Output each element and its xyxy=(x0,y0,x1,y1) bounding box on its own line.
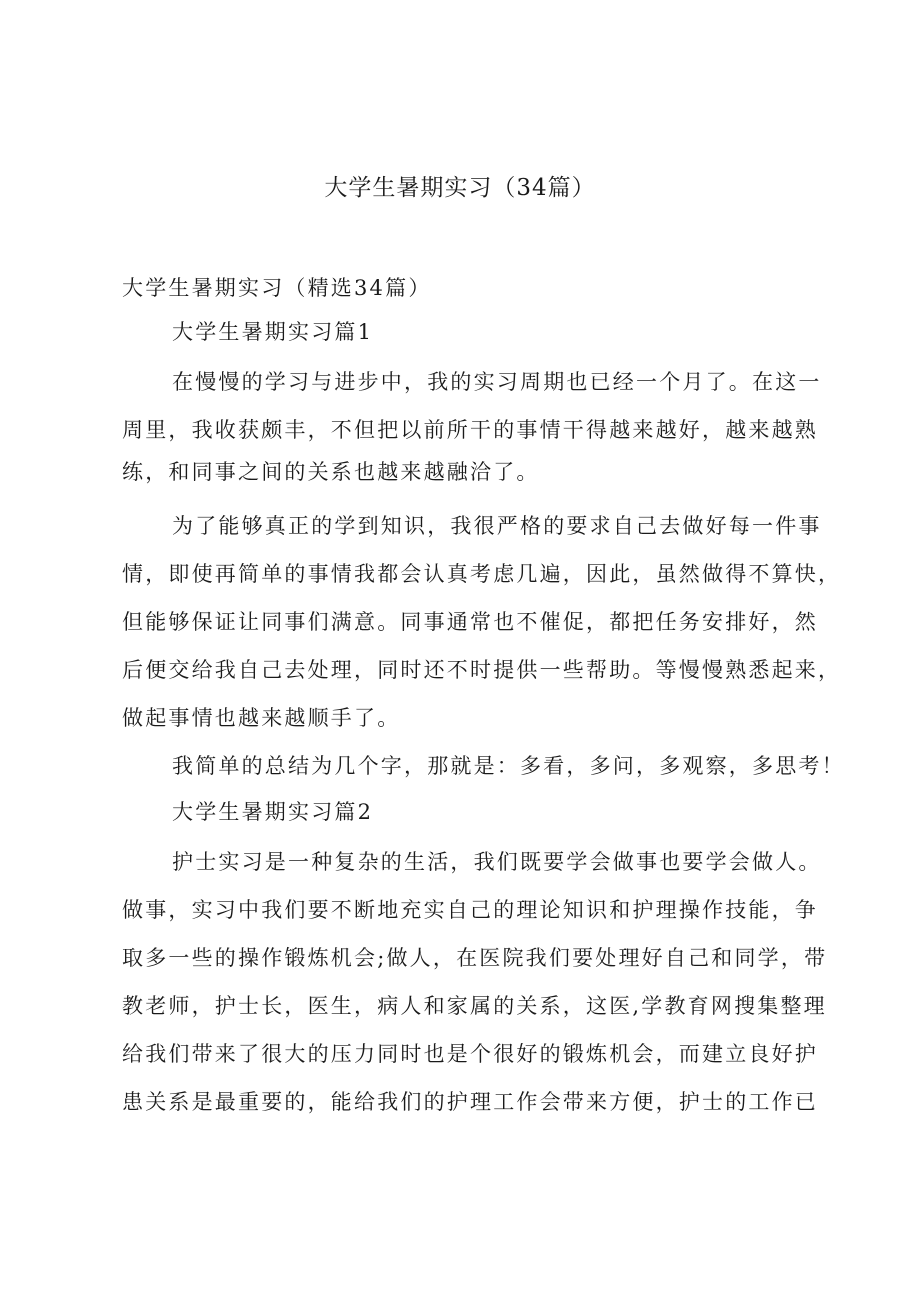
paragraph-line: 练，和同事之间的关系也越来越融洽了。 xyxy=(122,460,540,484)
paragraph-line: 我简单的总结为几个字，那就是：多看，多问，多观察，多思考！ xyxy=(172,754,845,778)
paragraph-line: 周里，我收获颇丰，不但把以前所干的事情干得越来越好，越来越熟 xyxy=(122,418,818,442)
paragraph-line: 给我们带来了很大的压力同时也是个很好的锻炼机会，而建立良好护 xyxy=(122,1042,818,1066)
paragraph-line: 做起事情也越来越顺手了。 xyxy=(122,706,401,730)
paragraph-line: 患关系是最重要的，能给我们的护理工作会带来方便，护士的工作已 xyxy=(122,1090,818,1114)
paragraph-line: 为了能够真正的学到知识，我很严格的要求自己去做好每一件事 xyxy=(172,514,822,538)
paragraph-line: 后便交给我自己去处理，同时还不时提供一些帮助。等慢慢熟悉起来， xyxy=(122,658,842,682)
document-subtitle: 大学生暑期实习（精选34篇） xyxy=(122,276,432,300)
paragraph-line: 情，即使再简单的事情我都会认真考虑几遍，因此，虽然做得不算快， xyxy=(122,562,842,586)
paragraph-line: 取多一些的操作锻炼机会;做人，在医院我们要处理好自己和同学，带 xyxy=(122,946,828,970)
paragraph-line: 在慢慢的学习与进步中，我的实习周期也已经一个月了。在这一 xyxy=(172,370,822,394)
paragraph-line: 教老师，护士长，医生，病人和家属的关系，这医,学教育网搜集整理 xyxy=(122,994,827,1018)
document-title: 大学生暑期实习（34篇） xyxy=(324,175,596,201)
paragraph-line: 护士实习是一种复杂的生活，我们既要学会做事也要学会做人。 xyxy=(172,850,822,874)
section-heading: 大学生暑期实习篇1 xyxy=(172,320,374,344)
paragraph-line: 但能够保证让同事们满意。同事通常也不催促，都把任务安排好，然 xyxy=(122,610,818,634)
paragraph-line: 做事，实习中我们要不断地充实自己的理论知识和护理操作技能，争 xyxy=(122,898,818,922)
section-heading: 大学生暑期实习篇2 xyxy=(172,800,374,824)
